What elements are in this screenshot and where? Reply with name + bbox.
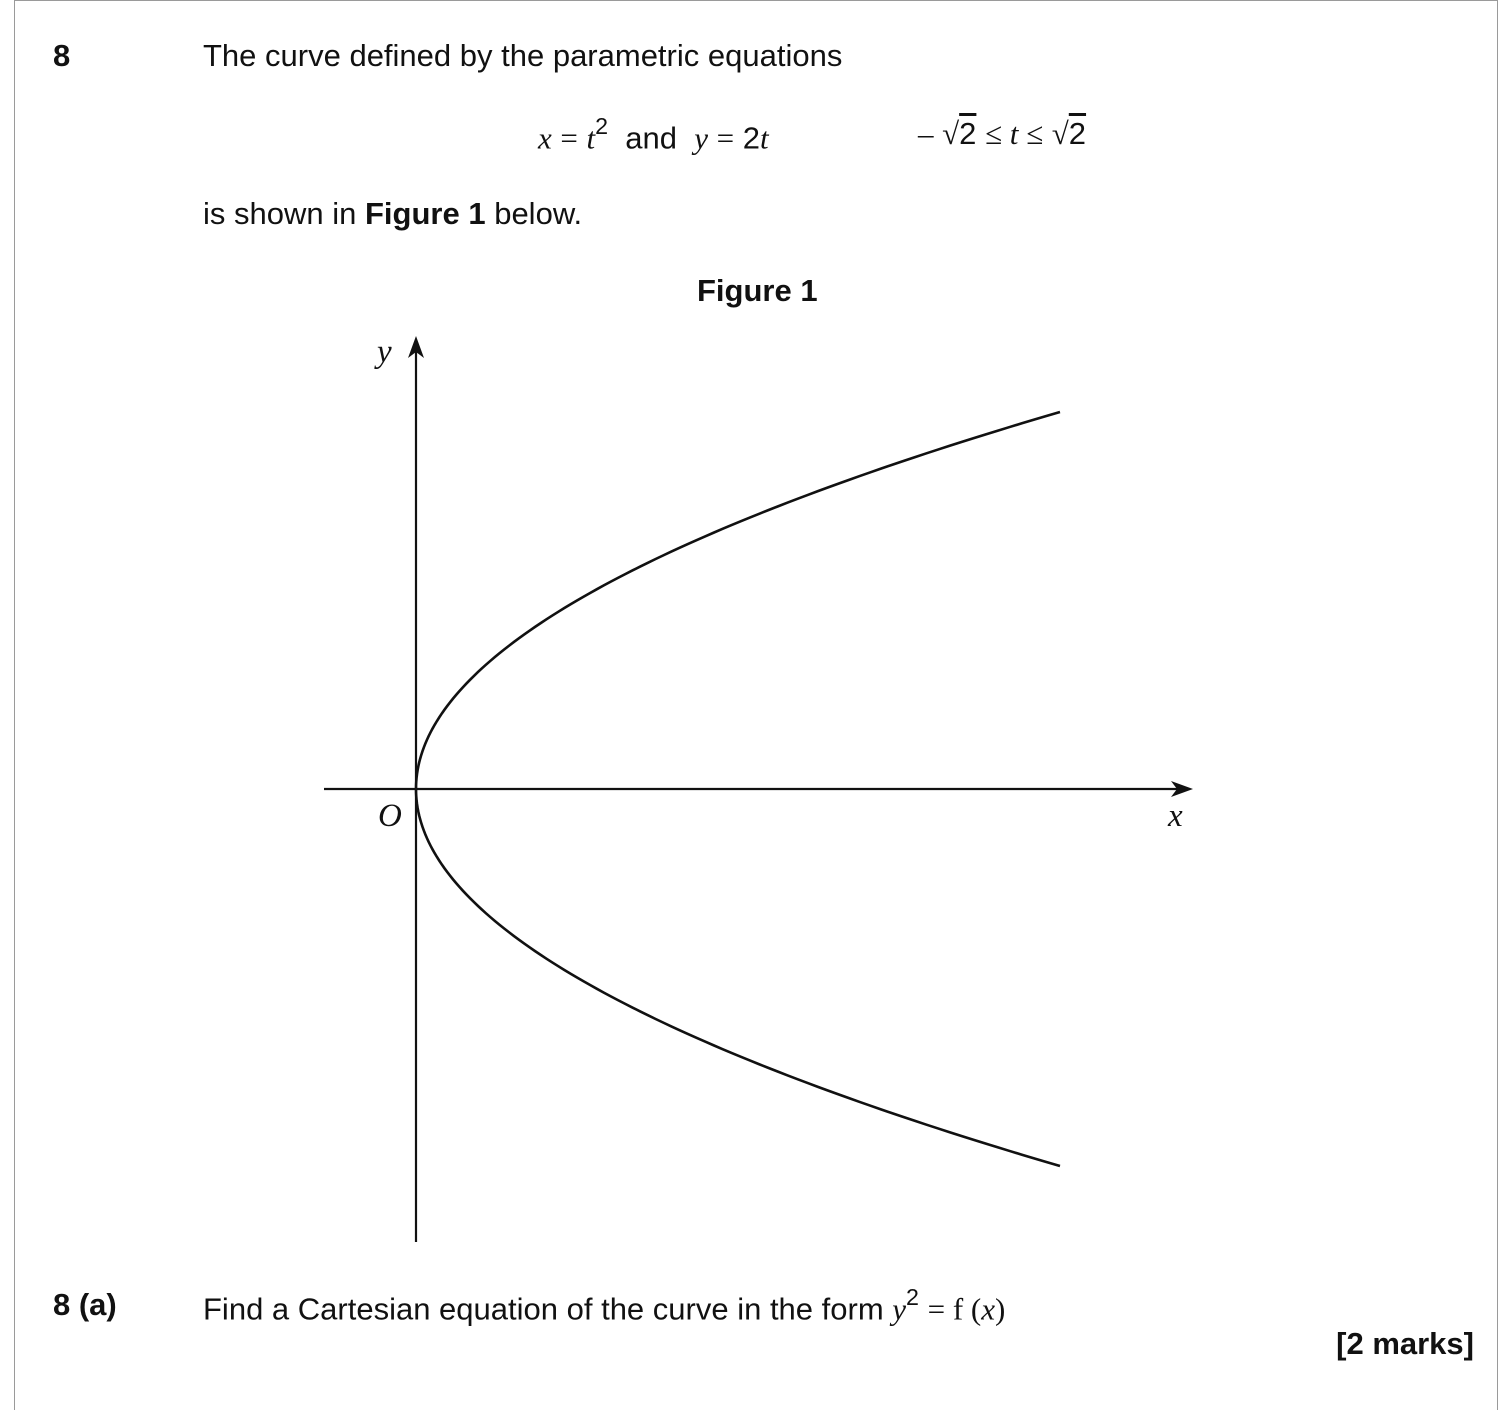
sqrt-symbol-2: √ <box>1051 116 1069 151</box>
eq-y-lhs: y <box>694 120 709 156</box>
range-mid: ≤ t ≤ <box>985 116 1044 151</box>
shown-pre: is shown in <box>203 196 357 231</box>
figure-title: Figure 1 <box>697 273 818 308</box>
eq-x-rhs-var: t <box>586 120 596 156</box>
range-upper: 2 <box>1068 116 1087 151</box>
eq-x-lhs: x <box>538 120 552 156</box>
part-a-label: 8 (a) <box>53 1287 117 1322</box>
eq-x-exponent: 2 <box>595 112 609 139</box>
origin-label: O <box>378 798 402 834</box>
y-axis-label: y <box>377 334 392 370</box>
question-intro: The curve defined by the parametric equations <box>203 38 843 73</box>
part-a-eq-exp: 2 <box>906 1283 919 1310</box>
part-a-eq-x: x <box>981 1291 996 1327</box>
part-a-question <box>203 1283 1006 1327</box>
sqrt-symbol: √ <box>942 116 960 151</box>
range-minus: – <box>918 116 934 151</box>
part-a-eq-rest: = f ( <box>927 1291 982 1327</box>
eq-equals-sign-2: = <box>716 120 735 156</box>
figure-reference: Figure 1 <box>364 196 486 231</box>
eq-y-var: t <box>760 120 769 156</box>
x-axis-label: x <box>1168 798 1183 834</box>
part-a-eq-y: y <box>892 1291 907 1327</box>
eq-and: and <box>625 120 678 156</box>
eq-equals-sign: = <box>560 120 578 156</box>
eq-y-coef: 2 <box>742 120 761 156</box>
shown-post: below. <box>494 196 583 231</box>
part-a-text: Find a Cartesian equation of the curve in the form <box>203 1291 884 1327</box>
question-number: 8 <box>53 38 71 73</box>
range-lower: 2 <box>959 116 977 151</box>
part-a-eq-close: ) <box>995 1291 1006 1327</box>
marks-label: [2 marks] <box>1336 1326 1474 1361</box>
